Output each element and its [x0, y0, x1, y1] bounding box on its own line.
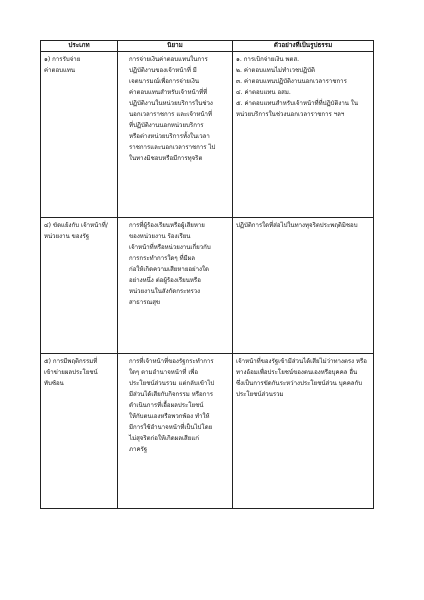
type-line: ๔) ขัดแย้งกับ เจ้าหน้าที่/: [44, 222, 108, 229]
header-examples: ตัวอย่างที่เป็นรูปธรรม: [233, 41, 374, 52]
definition-line: ที่ปฏิบัติงานนอกหน่วยบริการ: [129, 122, 204, 129]
definition-line: ไม่สุจริตก่อให้เกิดผลเสียแก่: [129, 435, 199, 442]
type-cell: [41, 354, 118, 509]
definition-line: การจ่ายเงินค่าตอบแทนในการ: [129, 56, 208, 63]
definition-line: อย่างหนึ่ง ต่อผู้ร้องเรียนหรือ: [129, 277, 201, 284]
example-line: หน่วยบริการในช่วงนอกเวลาราชการ ฯลฯ: [236, 111, 345, 118]
definition-line: หน่วยงานในสังกัดกระทรวง: [129, 288, 201, 295]
definition-line: ก่อให้เกิดความเสียหายอย่างใด: [129, 266, 209, 273]
definition-line: ในทางมิชอบหรือมีการทุจริต: [129, 155, 203, 162]
definition-line: สาธารณสุข: [129, 299, 161, 306]
definition-line: ใดๆ ตามอำนาจหน้าที่ เพื่อ: [129, 369, 199, 376]
definition-line: นอกเวลาราชการ และเจ้าหน้าที่: [129, 111, 212, 118]
complaint-types-table: [40, 40, 374, 509]
definition-line: ปฏิบัติงานในหน่วยบริการในช่วง: [129, 100, 213, 107]
definition-line: มีการใช้อำนาจหน้าที่เป็นไปโดย: [129, 424, 213, 431]
definition-line: การที่เจ้าหน้าที่ของรัฐกระทำการ: [129, 358, 214, 365]
example-line: ปฏิบัติการใดที่ส่อไปในทางทุจริตประพฤติมิชอบ: [236, 222, 358, 229]
example-line: ๓. ค่าตอบแทนปฏิบัติงานนอกเวลาราชการ: [236, 78, 347, 85]
definition-line: มีส่วนได้เสียกับกิจกรรม หรือการ: [129, 391, 214, 398]
example-line: ประโยชน์ส่วนรวม: [236, 391, 284, 398]
example-line: เจ้าหน้าที่ของรัฐเข้ามีส่วนได้เสียไม่ว่าทางตรง หรือ: [236, 358, 367, 365]
table-header-row: [41, 41, 374, 52]
definition-line: หรือต่างหน่วยบริการทั้งในเวลา: [129, 133, 210, 140]
type-cell: [41, 52, 118, 218]
type-line: หน่วยงาน ของรัฐ: [44, 233, 90, 240]
example-cell: [233, 354, 374, 509]
definition-line: การที่ผู้ร้องเรียนหรือผู้เสียหาย: [129, 222, 205, 229]
definition-line: ให้กับตนเองหรือพวกพ้อง ทำให้: [129, 413, 210, 420]
header-type: ประเภท: [41, 41, 118, 52]
type-line: เข้าข่ายผลประโยชน์: [44, 369, 98, 376]
definition-line: ของหน่วยงาน ร้องเรียน: [129, 233, 191, 240]
definition-line: การกระทำการใดๆ ที่มีผล: [129, 255, 195, 262]
table-row: [41, 354, 374, 509]
definition-line: ภาครัฐ: [129, 446, 148, 453]
definition-line: เจตนารมณ์เพื่อการจ่ายเงิน: [129, 78, 200, 85]
definition-line: ปฏิบัติงานของเจ้าหน้าที่ มี: [129, 67, 197, 74]
definition-line: ราชการและนอกเวลาราชการ ไป: [129, 144, 216, 151]
example-line: ๔. ค่าตอบแทน อสม.: [236, 89, 291, 96]
example-cell: [233, 218, 374, 354]
definition-cell: [118, 52, 233, 218]
example-line: ทางอ้อมเพื่อประโยชน์ของตนเองหรือบุคคล อื่น: [236, 369, 358, 376]
example-line: ๒. ค่าตอบแทนไม่ทำเวชปฏิบัติ: [236, 67, 315, 74]
table-row: [41, 218, 374, 354]
definition-line: ดำเนินการที่เอื้อผลประโยชน์: [129, 402, 204, 409]
definition-line: ประโยชน์ส่วนรวม แต่กลับเข้าไป: [129, 380, 215, 387]
definition-line: ค่าตอบแทนสำหรับเจ้าหน้าที่ที่: [129, 89, 208, 96]
example-line: ซึ่งเป็นการขัดกันระหว่างประโยชน์ส่วน บุคคลกับ: [236, 380, 363, 387]
example-cell: [233, 52, 374, 218]
type-line: ทับซ้อน: [44, 380, 64, 387]
example-line: ๕. ค่าตอบแทนสำหรับเจ้าหน้าที่ที่ปฏิบัติงาน ใน: [236, 100, 359, 107]
example-line: ๑. การเบิกจ่ายเงิน พตส.: [236, 56, 300, 63]
header-definition: นิยาม: [118, 41, 233, 52]
definition-line: เจ้าหน้าที่หรือหน่วยงานเกี่ยวกับ: [129, 244, 211, 251]
definition-cell: [118, 354, 233, 509]
type-line: ค่าตอบแทน: [44, 67, 76, 74]
type-line: ๕) การมีพฤติกรรมที่: [44, 358, 98, 365]
type-cell: [41, 218, 118, 354]
type-line: ๑) การรับจ่าย: [44, 56, 81, 63]
table-row: [41, 52, 374, 218]
definition-cell: [118, 218, 233, 354]
